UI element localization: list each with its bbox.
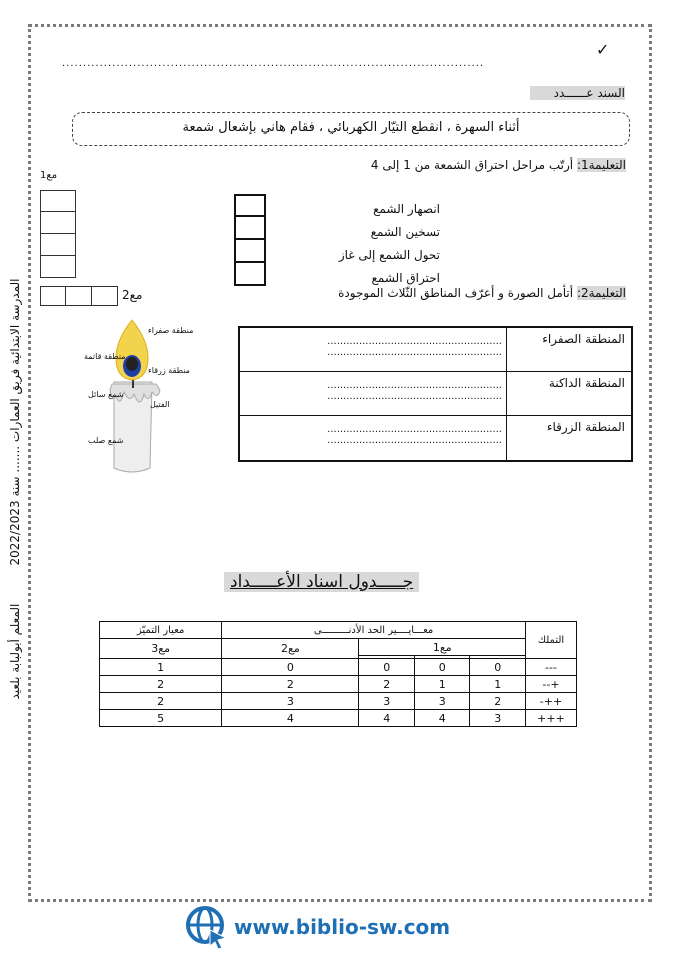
context-text: أثناء السهرة ، انقطع التيّار الكهربائي ، فقام هاني بإشعال شمعة (182, 120, 520, 135)
score-box[interactable] (40, 234, 76, 256)
score-cell: 4 (414, 710, 470, 727)
score-cell: 2 (222, 676, 359, 693)
context-label: السند عــــــدد (530, 86, 625, 100)
table-row (100, 659, 577, 676)
score-box[interactable] (40, 190, 76, 212)
zone-answer[interactable]: ....................................................... ....................................................... (239, 371, 507, 415)
score-cell: 1 (100, 659, 222, 676)
score-cell: 0 (222, 659, 359, 676)
criterion2-label: مع2 (122, 288, 143, 302)
criterion1-boxes (40, 190, 76, 278)
score-cell: 2 (100, 676, 222, 693)
candle-label: الفتيل (150, 400, 170, 409)
grading-title: جـــــدول اسناد الأعـــــداد (224, 572, 419, 592)
candle-label: منطقة صفراء (148, 326, 194, 335)
level-cell: --- (526, 659, 577, 676)
step-item: احتراق الشمع (371, 271, 440, 285)
score-cell: 4 (222, 710, 359, 727)
zone-name: المنطقة الداكنة (507, 371, 633, 415)
context-box (72, 112, 630, 146)
globe-icon (184, 904, 230, 950)
criterion1-label: مع1 (40, 170, 58, 181)
criterion2-boxes (40, 286, 118, 306)
step-answer-boxes (234, 194, 266, 286)
step-item: انصهار الشمع (373, 202, 440, 216)
candle-label: منطقة زرقاء (148, 366, 190, 375)
checkmark-icon: ✓ (596, 40, 610, 59)
table-row (100, 693, 577, 710)
level-cell: +++ (526, 710, 577, 727)
instruction1-text: أرتّب مراحل احتراق الشمعة من 1 إلى 4 (370, 158, 574, 172)
header-c2: مع2 (222, 639, 359, 659)
score-cell: 5 (100, 710, 222, 727)
score-cell: 0 (414, 659, 470, 676)
header-excellence: معيار التميّز (100, 622, 222, 639)
step-item: تحول الشمع إلى غاز (338, 248, 440, 262)
score-cell: 2 (359, 676, 415, 693)
header-c1: مع1 (359, 639, 526, 656)
school-sidebar: المدرسة الابتدائية فريق العمارات ....... سنة 2022/2023 المعلم أبولبابة بلعيد (8, 278, 22, 700)
score-cell: 3 (470, 710, 526, 727)
header-mastery: التملك (526, 622, 577, 659)
candle-label: شمع سائل (88, 390, 124, 399)
zones-table (238, 326, 633, 462)
instruction2-label: التعليمة2: (576, 286, 626, 300)
candle-label: منطقة قاتمة (84, 352, 126, 361)
step-item: تسخين الشمع (370, 225, 440, 239)
table-row (100, 710, 577, 727)
instruction2 (282, 286, 626, 300)
zone-name: المنطقة الزرقاء (507, 415, 633, 461)
step-box-1[interactable] (234, 194, 266, 217)
score-cell: 1 (470, 676, 526, 693)
score-cell: 0 (359, 659, 415, 676)
steps-list (300, 198, 440, 290)
score-box[interactable] (40, 256, 76, 278)
step-box-4[interactable] (234, 263, 266, 286)
score-box[interactable] (40, 286, 66, 306)
score-cell: 0 (470, 659, 526, 676)
header-c3: مع3 (100, 639, 222, 659)
grading-table (99, 621, 577, 727)
score-cell: 2 (470, 693, 526, 710)
level-cell: ++- (526, 693, 577, 710)
score-cell: 2 (100, 693, 222, 710)
score-cell: 3 (414, 693, 470, 710)
header-min-criteria: معـــايــــير الحد الأدنـــــــــى (222, 622, 526, 639)
name-line: ..................................................................................................... (62, 58, 485, 69)
instruction1-label: التعليمة1: (576, 158, 626, 172)
score-cell: 3 (359, 693, 415, 710)
score-box[interactable] (40, 212, 76, 234)
score-cell: 1 (414, 676, 470, 693)
instruction2-text: أتأمل الصورة و أعرّف المناطق الثّلاث الموجودة (338, 286, 574, 300)
score-cell: 4 (359, 710, 415, 727)
level-cell: +-- (526, 676, 577, 693)
score-cell: 3 (222, 693, 359, 710)
zone-name: المنطقة الصفراء (507, 327, 633, 371)
step-box-2[interactable] (234, 217, 266, 240)
score-box[interactable] (92, 286, 118, 306)
zone-answer[interactable]: ....................................................... ....................................................... (239, 415, 507, 461)
zone-answer[interactable]: ....................................................... ....................................................... (239, 327, 507, 371)
website-url[interactable]: www.biblio-sw.com (234, 915, 451, 939)
footer-watermark (184, 904, 450, 950)
candle-label: شمع صلب (88, 436, 124, 445)
step-box-3[interactable] (234, 240, 266, 263)
score-box[interactable] (66, 286, 92, 306)
table-row (100, 676, 577, 693)
instruction1 (300, 158, 626, 172)
